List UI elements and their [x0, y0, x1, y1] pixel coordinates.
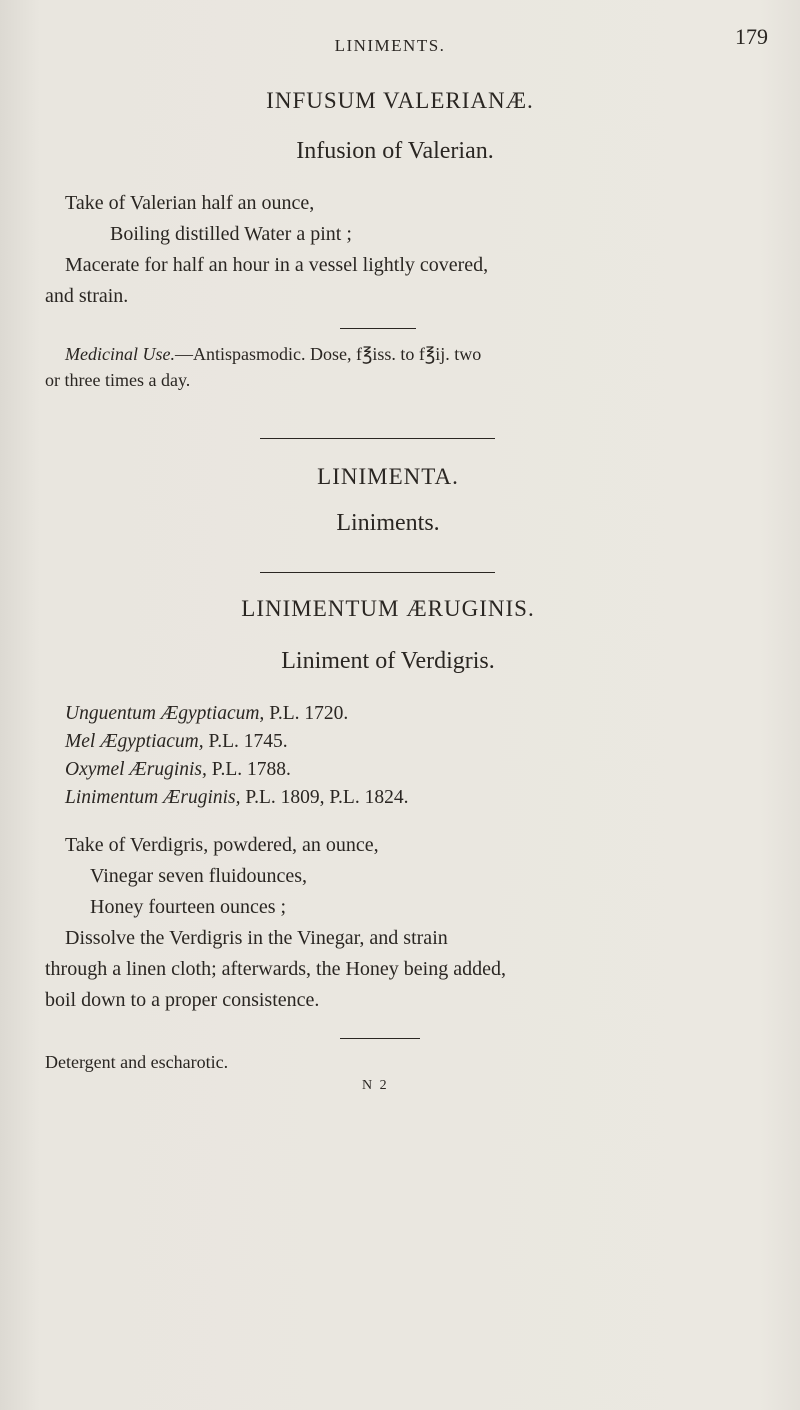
synonym-name: Mel Ægyptiacum,: [65, 731, 204, 752]
infusum-subtitle: Infusion of Valerian.: [296, 138, 494, 164]
synonym-line: [65, 756, 291, 784]
infusum-line-3: Macerate for half an hour in a vessel lightly covered,: [65, 254, 489, 276]
linimentum-line-2: Vinegar seven fluidounces,: [90, 865, 308, 887]
medicinal-use-text: —Antispasmodic. Dose, f℥iss. to f℥ij. two: [174, 344, 482, 364]
synonym-ref: P.L. 1809, P.L. 1824.: [245, 787, 409, 808]
synonym-name: Unguentum Ægyptiacum,: [65, 703, 265, 724]
infusum-line-2: Boiling distilled Water a pint ;: [110, 223, 352, 245]
synonym-line: [65, 700, 348, 728]
infusum-title: INFUSUM VALERIANÆ.: [266, 88, 534, 113]
infusum-line-1: Take of Valerian half an ounce,: [65, 192, 315, 214]
synonym-name: Oxymel Æruginis,: [65, 759, 207, 780]
medicinal-use-line-2: or three times a day.: [45, 370, 191, 390]
linimentum-line-5: through a linen cloth; afterwards, the Honey being added,: [45, 958, 506, 980]
synonym-name: Linimentum Æruginis,: [65, 787, 241, 808]
running-head: LINIMENTS.: [334, 36, 446, 55]
divider: [340, 1038, 420, 1039]
linimenta-subtitle: Liniments.: [336, 510, 440, 536]
linimenta-title: LINIMENTA.: [317, 464, 459, 489]
linimentum-title: LINIMENTUM ÆRUGINIS.: [241, 596, 535, 621]
signature-mark: N 2: [362, 1078, 389, 1093]
divider: [260, 572, 495, 573]
medicinal-use-label: Medicinal Use.: [65, 344, 175, 364]
synonym-ref: P.L. 1720.: [269, 703, 349, 724]
divider: [260, 438, 495, 439]
synonym-ref: P.L. 1788.: [211, 759, 291, 780]
infusum-line-4: and strain.: [45, 285, 129, 307]
synonym-line: [65, 784, 408, 812]
medicinal-use-line-1: [65, 344, 481, 365]
linimentum-line-3: Honey fourteen ounces ;: [90, 896, 287, 918]
linimentum-line-1: Take of Verdigris, powdered, an ounce,: [65, 834, 379, 856]
linimentum-subtitle: Liniment of Verdigris.: [281, 648, 495, 674]
divider: [340, 328, 416, 329]
linimentum-note: Detergent and escharotic.: [45, 1052, 229, 1072]
page-number: 179: [735, 24, 768, 49]
synonym-line: [65, 728, 288, 756]
linimentum-line-6: boil down to a proper consistence.: [45, 989, 320, 1011]
synonym-ref: P.L. 1745.: [208, 731, 288, 752]
linimentum-line-4: Dissolve the Verdigris in the Vinegar, and strain: [65, 927, 448, 949]
